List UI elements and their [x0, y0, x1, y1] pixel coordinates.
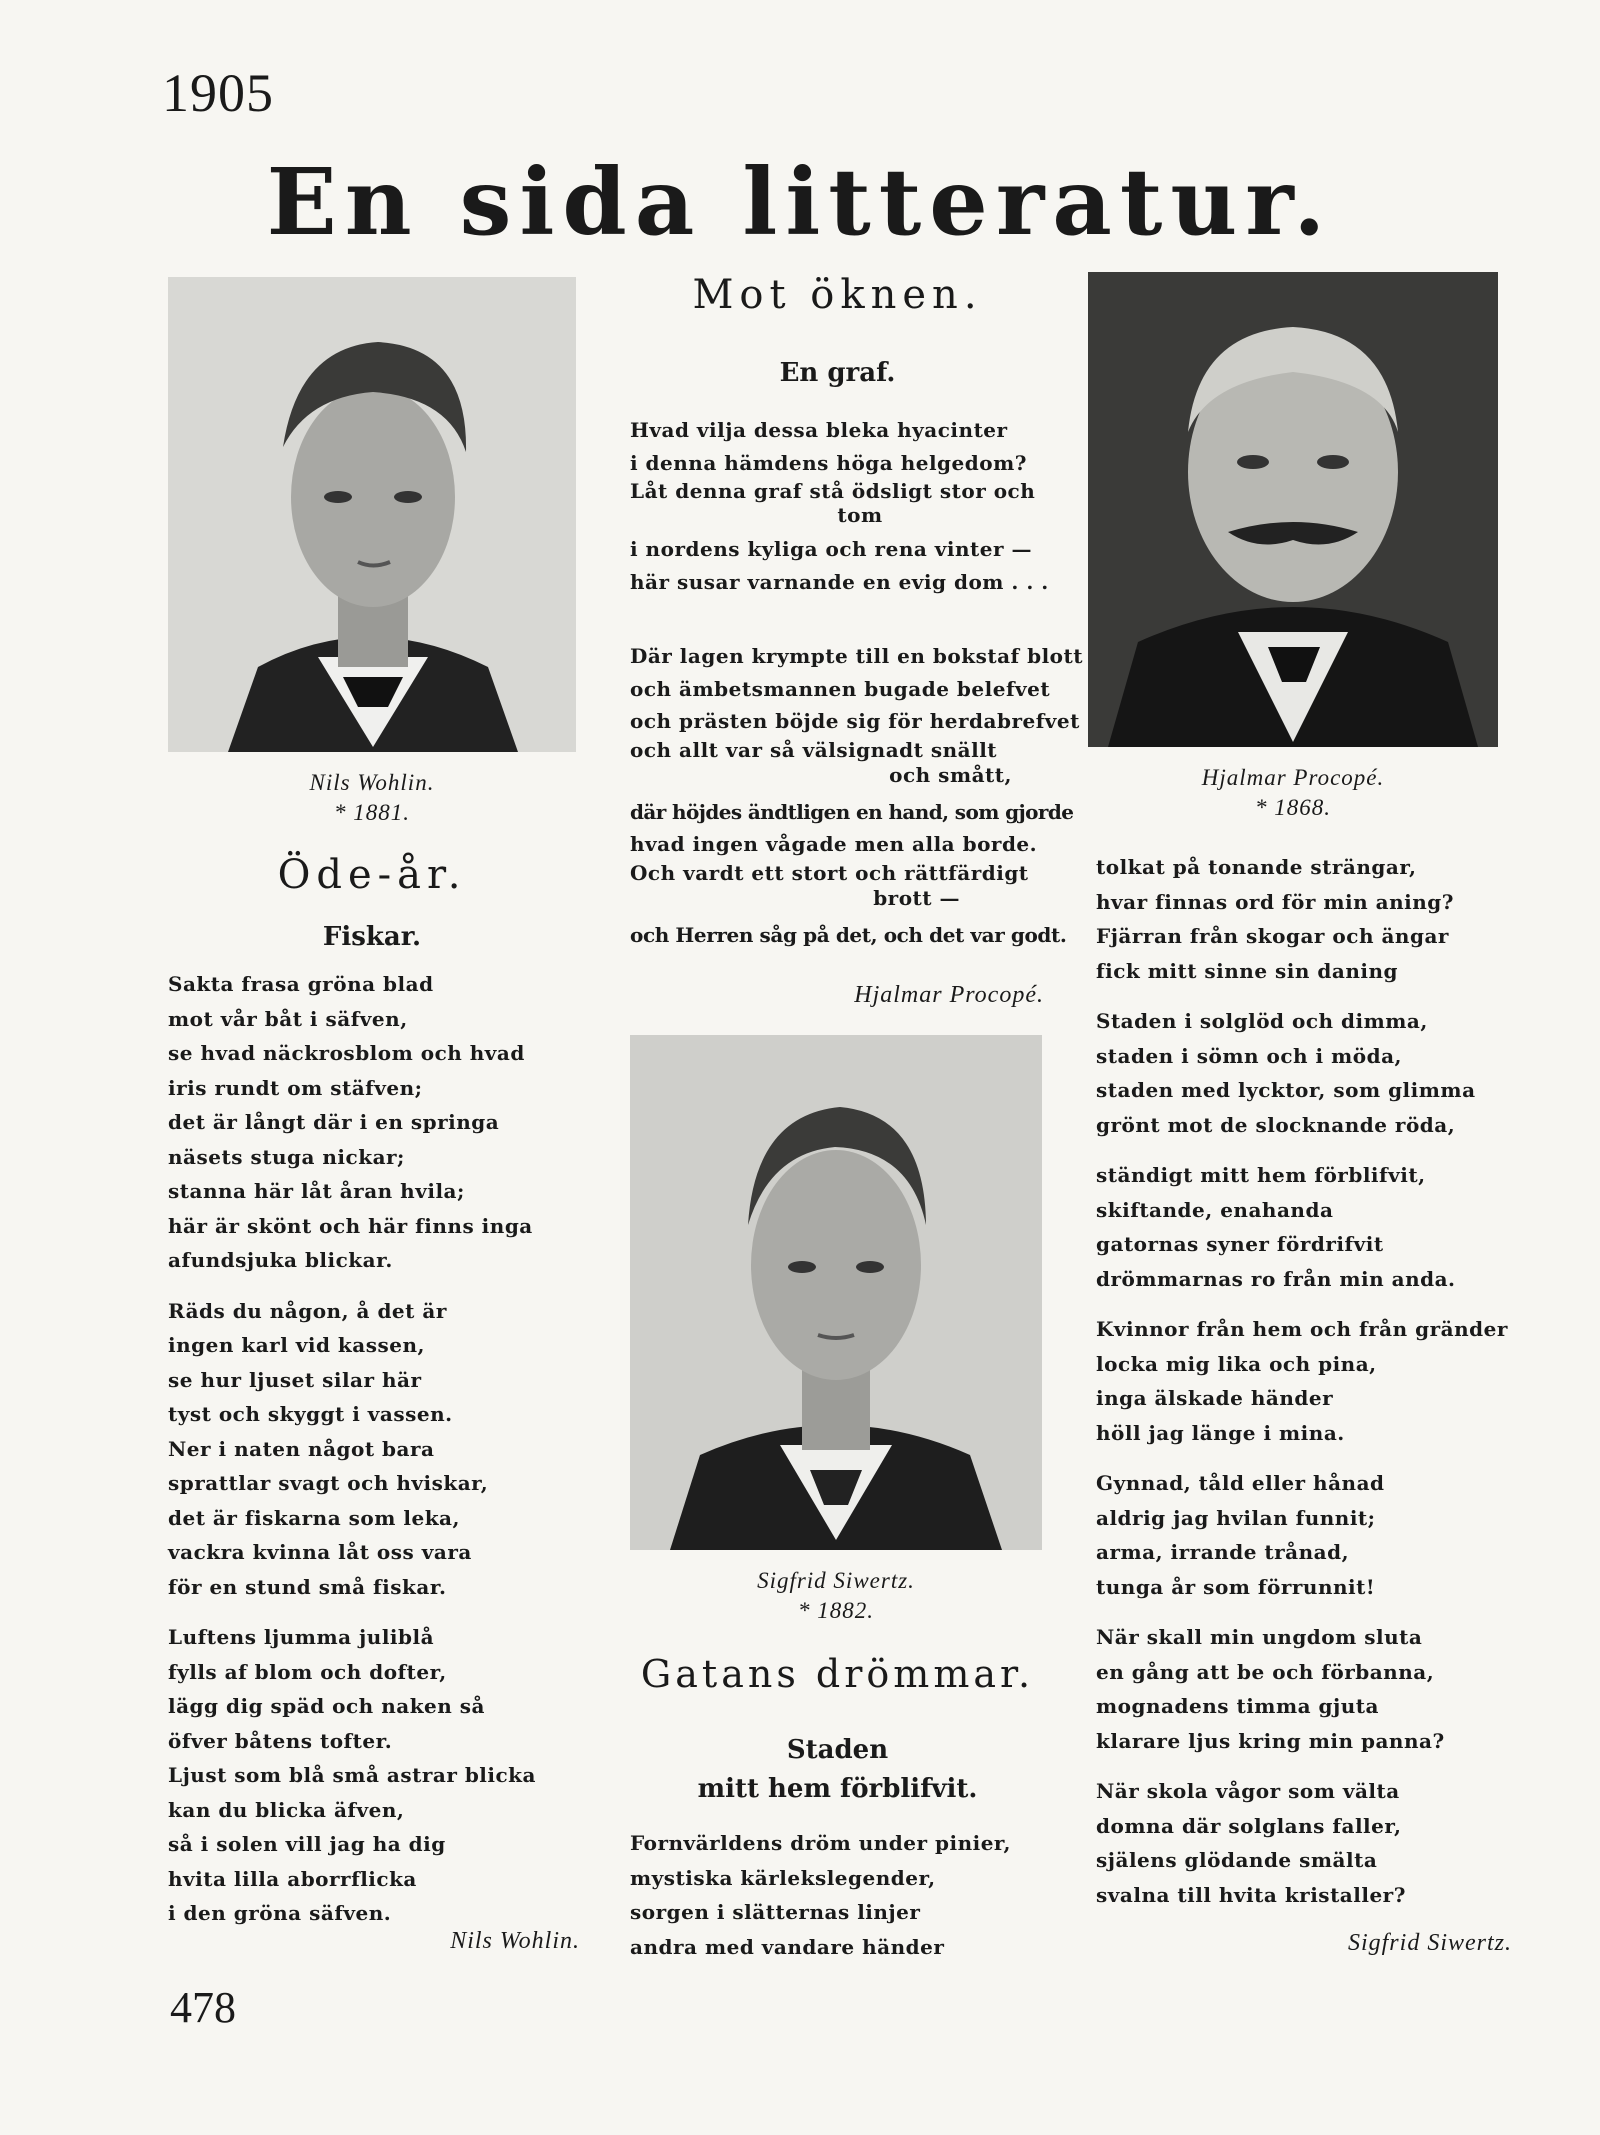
poem-line: Staden i solglöd och dimma, — [1096, 1009, 1428, 1033]
poem-body-gatans-drommar — [630, 1826, 1050, 1964]
poem-line: här är skönt och här finns inga — [168, 1213, 533, 1238]
poem-line: Låt denna graf stå ödsligt stor och — [630, 479, 1036, 503]
stanza — [630, 414, 1050, 598]
poem-line: öfver båtens tofter. — [168, 1728, 393, 1753]
poem-line: för en stund små fiskar. — [168, 1574, 447, 1599]
poem-line: drömmarnas ro från min anda. — [1096, 1266, 1456, 1291]
poem-line: mot vår båt i säfven, — [168, 1006, 408, 1031]
poem-line: näsets stuga nickar; — [168, 1144, 405, 1169]
poem-line: i nordens kyliga och rena vinter — — [630, 537, 1032, 561]
page-title: En sida litteratur. — [266, 148, 1334, 256]
poem-line: i den gröna säfven. — [168, 1901, 392, 1925]
poem-line: här susar varnande en evig dom . . . — [630, 569, 1049, 594]
poem-subtitle-staden: Staden — [786, 1735, 889, 1765]
poem-line: domna där solglans faller, — [1096, 1813, 1402, 1838]
caption-birth-year: * 1881. — [334, 800, 410, 825]
stanza — [1096, 1004, 1536, 1142]
stanza — [1096, 1158, 1536, 1296]
poem-line: grönt mot de slocknande röda, — [1096, 1112, 1456, 1137]
poem-line: det är långt där i en springa — [168, 1110, 500, 1134]
stanza — [168, 967, 588, 1278]
poem-line: kan du blicka äfven, — [168, 1797, 405, 1822]
page-number: 478 — [170, 1983, 236, 2032]
poem-line: mystiska kärlekslegender, — [630, 1865, 936, 1890]
poem-line: mognadens timma gjuta — [1096, 1694, 1379, 1718]
poem-subtitle-en-graf: En graf. — [779, 358, 896, 388]
poem-line: tom — [837, 503, 883, 527]
poem-line: stanna här låt åran hvila; — [168, 1179, 465, 1203]
poem-title-gatans-drommar: Gatans drömmar. — [640, 1652, 1035, 1696]
poem-line: locka mig lika och pina, — [1096, 1351, 1377, 1376]
poem-line: Sakta frasa gröna blad — [168, 972, 434, 996]
caption-birth-year: * 1882. — [798, 1598, 874, 1623]
poem-subtitle-mitt-hem: mitt hem förblifvit. — [697, 1774, 978, 1804]
poem-line: När skola vågor som välta — [1096, 1779, 1400, 1803]
poem-line: själens glödande smälta — [1096, 1848, 1378, 1872]
stanza — [1096, 1312, 1536, 1450]
stanza — [168, 1294, 588, 1605]
stanza — [1096, 1620, 1536, 1758]
poem-line: vackra kvinna låt oss vara — [168, 1540, 472, 1564]
poem-line: och smått, — [889, 762, 1012, 787]
poem-line: i denna hämdens höga helgedom? — [630, 450, 1027, 475]
poem-line: hvad ingen vågade men alla borde. — [630, 832, 1038, 856]
signature-nils-wohlin: Nils Wohlin. — [450, 1928, 580, 1954]
poem-line: och prästen böjde sig för herdabrefvet — [630, 709, 1080, 733]
poem-line: och Herren såg på det, och det var godt. — [630, 922, 1067, 947]
stanza — [1096, 1774, 1536, 1912]
portrait-caption-hjalmar-procope — [1088, 763, 1498, 823]
caption-name: Sigfrid Siwertz. — [757, 1568, 915, 1593]
poem-line: När skall min ungdom sluta — [1096, 1625, 1423, 1649]
poem-line: afundsjuka blickar. — [168, 1248, 393, 1272]
caption-name: Hjalmar Procopé. — [1201, 765, 1385, 790]
poem-line: lägg dig späd och naken så — [168, 1694, 485, 1718]
poem-line: hvar finnas ord för min aning? — [1096, 889, 1454, 914]
poem-line: ständigt mitt hem förblifvit, — [1096, 1163, 1426, 1187]
poem-line: Hvad vilja dessa bleka hyacinter — [630, 418, 1008, 442]
poem-line: tyst och skyggt i vassen. — [168, 1402, 453, 1426]
poem-line: aldrig jag hvilan funnit; — [1096, 1505, 1376, 1530]
poem-line: Kvinnor från hem och från gränder — [1096, 1317, 1508, 1341]
poem-line: inga älskade händer — [1096, 1386, 1334, 1410]
stanza — [1096, 1466, 1536, 1604]
caption-birth-year: * 1868. — [1255, 795, 1331, 820]
poem-line: där höjdes ändtligen en hand, som gjorde — [630, 799, 1074, 824]
poem-line: en gång att be och förbanna, — [1096, 1659, 1435, 1684]
poem-line: Fjärran från skogar och ängar — [1096, 924, 1449, 948]
poem-line: brott — — [873, 885, 960, 910]
poem-subtitle-fiskar: Fiskar. — [322, 922, 422, 952]
poem-line: sorgen i slätternas linjer — [630, 1900, 921, 1924]
portrait-nils-wohlin — [168, 277, 576, 752]
poem-body-gatans-drommar-cont — [1096, 850, 1536, 1912]
poem-line: staden i sömn och i möda, — [1096, 1043, 1402, 1068]
poem-line: så i solen vill jag ha dig — [168, 1832, 446, 1856]
poem-line: ingen karl vid kassen, — [168, 1333, 425, 1357]
poem-line: svalna till hvita kristaller? — [1096, 1882, 1406, 1907]
poem-line: fick mitt sinne sin daning — [1096, 958, 1398, 983]
poem-line: Gynnad, tåld eller hånad — [1096, 1471, 1385, 1495]
caption-name: Nils Wohlin. — [309, 770, 435, 795]
poem-line: Ner i naten något bara — [168, 1436, 435, 1461]
poem-line: se hvad näckrosblom och hvad — [168, 1041, 525, 1065]
poem-line: klarare ljus kring min panna? — [1096, 1728, 1445, 1753]
portrait-sigfrid-siwertz — [630, 1035, 1042, 1550]
poem-line: Ljust som blå små astrar blicka — [168, 1763, 536, 1787]
stanza — [1096, 850, 1536, 988]
portrait-hjalmar-procope — [1088, 272, 1498, 747]
poem-line: höll jag länge i mina. — [1096, 1420, 1345, 1445]
poem-line: fylls af blom och dofter, — [168, 1659, 447, 1684]
stanza — [630, 640, 1083, 951]
poem-line: skiftande, enahanda — [1096, 1197, 1334, 1222]
poem-line: och allt var så välsignadt snällt — [630, 737, 998, 762]
year-label: 1905 — [162, 63, 274, 123]
poem-line: se hur ljuset silar här — [168, 1367, 422, 1392]
poem-line: hvita lilla aborrflicka — [168, 1866, 417, 1891]
poem-line: Räds du någon, å det är — [168, 1298, 447, 1323]
poem-line: det är fiskarna som leka, — [168, 1505, 460, 1530]
stanza — [168, 1620, 588, 1931]
poem-title-ode-ar: Öde-år. — [277, 852, 467, 898]
portrait-caption-nils-wohlin — [168, 768, 576, 828]
poem-line: tunga år som förrunnit! — [1096, 1574, 1376, 1599]
poem-line: och ämbetsmannen bugade belefvet — [630, 676, 1051, 701]
poem-line: Luftens ljumma juliblå — [168, 1625, 435, 1649]
poem-line: andra med vandare händer — [630, 1934, 945, 1959]
poem-body-mot-oknen — [630, 414, 1083, 951]
poem-line: Där lagen krympte till en bokstaf blott — [630, 644, 1083, 668]
poem-body-ode-ar — [168, 967, 588, 1931]
signature-sigfrid-siwertz: Sigfrid Siwertz. — [1347, 1930, 1512, 1956]
poem-line: sprattlar svagt och hviskar, — [168, 1471, 489, 1495]
poem-title-mot-oknen: Mot öknen. — [692, 272, 983, 318]
signature-hjalmar-procope: Hjalmar Procopé. — [854, 982, 1044, 1008]
poem-line: tolkat på tonande strängar, — [1096, 855, 1417, 879]
poem-line: Fornvärldens dröm under pinier, — [630, 1831, 1011, 1855]
poem-line: arma, irrande trånad, — [1096, 1540, 1350, 1564]
portrait-caption-sigfrid-siwertz — [630, 1566, 1042, 1626]
poem-line: staden med lycktor, som glimma — [1096, 1078, 1476, 1102]
poem-line: Och vardt ett stort och rättfärdigt — [630, 860, 1029, 885]
poem-line: gatornas syner fördrifvit — [1096, 1232, 1384, 1256]
poem-line: iris rundt om stäfven; — [168, 1075, 423, 1100]
